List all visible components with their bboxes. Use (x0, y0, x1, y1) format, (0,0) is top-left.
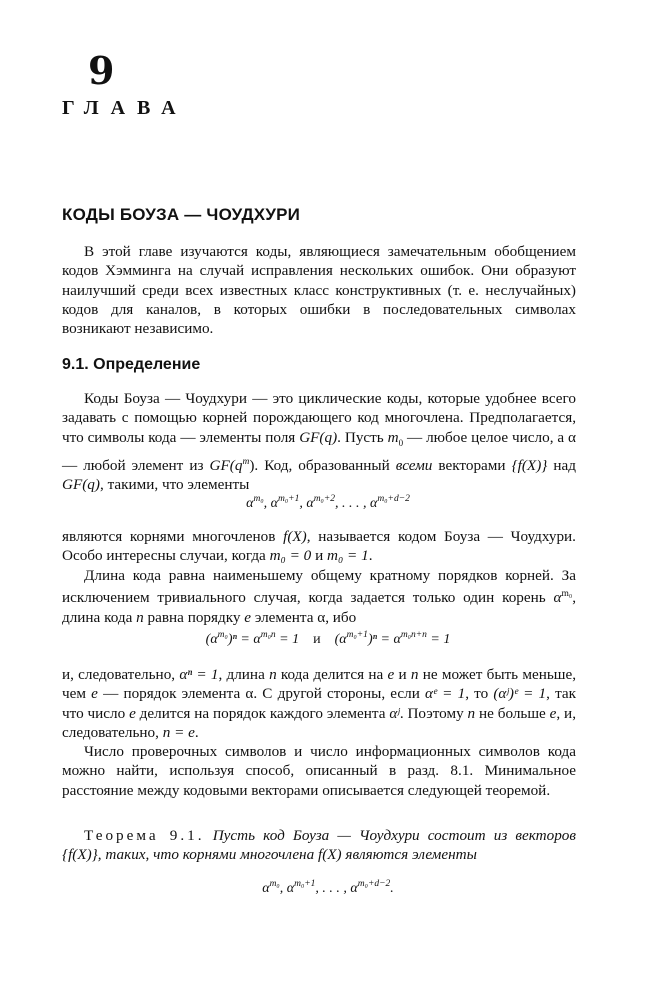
distance-paragraph: Число проверочных символов и число информационных символов кода можно найти, используя способ, описанный в разд. 8.1. Минимальное расстояние между кодовыми векторами описывается следующей теоремой. (62, 743, 576, 799)
order-formula: $(\alpha^{m_0})^n = \alpha^{m_0n} = 1$ и $(\alpha^{m_0+1})^n = \alpha^{m_0n+n} = 1$ (205, 630, 451, 647)
chapter-title: КОДЫ БОУЗА — ЧОУДХУРИ (62, 205, 301, 224)
chapter-label: ГЛАВА (62, 97, 188, 119)
roots-paragraph: являются корнями многочленов f(X), называется кодом Боуза — Чоудхури. Особо интересны случаи, когда m₀ = 0 и m₀ = 1. (62, 528, 576, 565)
roots-formula: $\alpha^{m_0}$, $\alpha^{m_0+1}$, $\alpha^{m_0+2}$, . . . , $\alpha^{m_0+d-2}$ (246, 494, 410, 511)
theorem-formula: $\alpha^{m_0}$, $\alpha^{m_0+1}$, . . . , $\alpha^{m_0+d-2}$. (262, 879, 394, 896)
order-paragraph: и, следовательно, αⁿ = 1, длина n кода делится на e и n не может быть меньше, чем e — порядок элемента α. С другой стороны, если αᵉ = 1, то (αʲ)ᵉ = 1, так что число e делится на порядок каждого элемента αʲ. Поэтому n не больше e, и, следовательно, n = e. (62, 666, 577, 741)
intro-paragraph: В этой главе изучаются коды, являющиеся замечательным обобщением кодов Хэмминга на случай исправления нескольких ошибок. Они образуют наилучший среди всех известных класс конструктивных (т. е. неслучайных) кодов для каналов, в которых ошибки в последовательных символах возникают независимо. (62, 243, 576, 338)
theorem-paragraph: Теорема 9.1. Пусть код Боуза — Чоудхури состоит из векторов {f(X)}, таких, что корнями многочлена f(X) являются элементы (62, 827, 576, 864)
section-heading: 9.1. Определение (62, 356, 201, 373)
length-paragraph: Длина кода равна наименьшему общему кратному порядков корней. За исключением тривиального случая, когда задается только один корень $\alpha^{m_0}$, длина кода n равна порядку e элемента α, ибо (62, 567, 576, 626)
chapter-number: 9 (88, 48, 115, 93)
definition-paragraph: Коды Боуза — Чоудхури — это циклические коды, которые удобнее всего задавать с помощью корней порождающего код многочлена. Предполагается, что символы кода — элементы поля GF(q). Пусть $m_0$ — любое целое число, а α — любой элемент из $GF(q^m)$. Код, образованный всеми векторами {f(X)} над GF(q), такими, что элементы (62, 390, 576, 494)
